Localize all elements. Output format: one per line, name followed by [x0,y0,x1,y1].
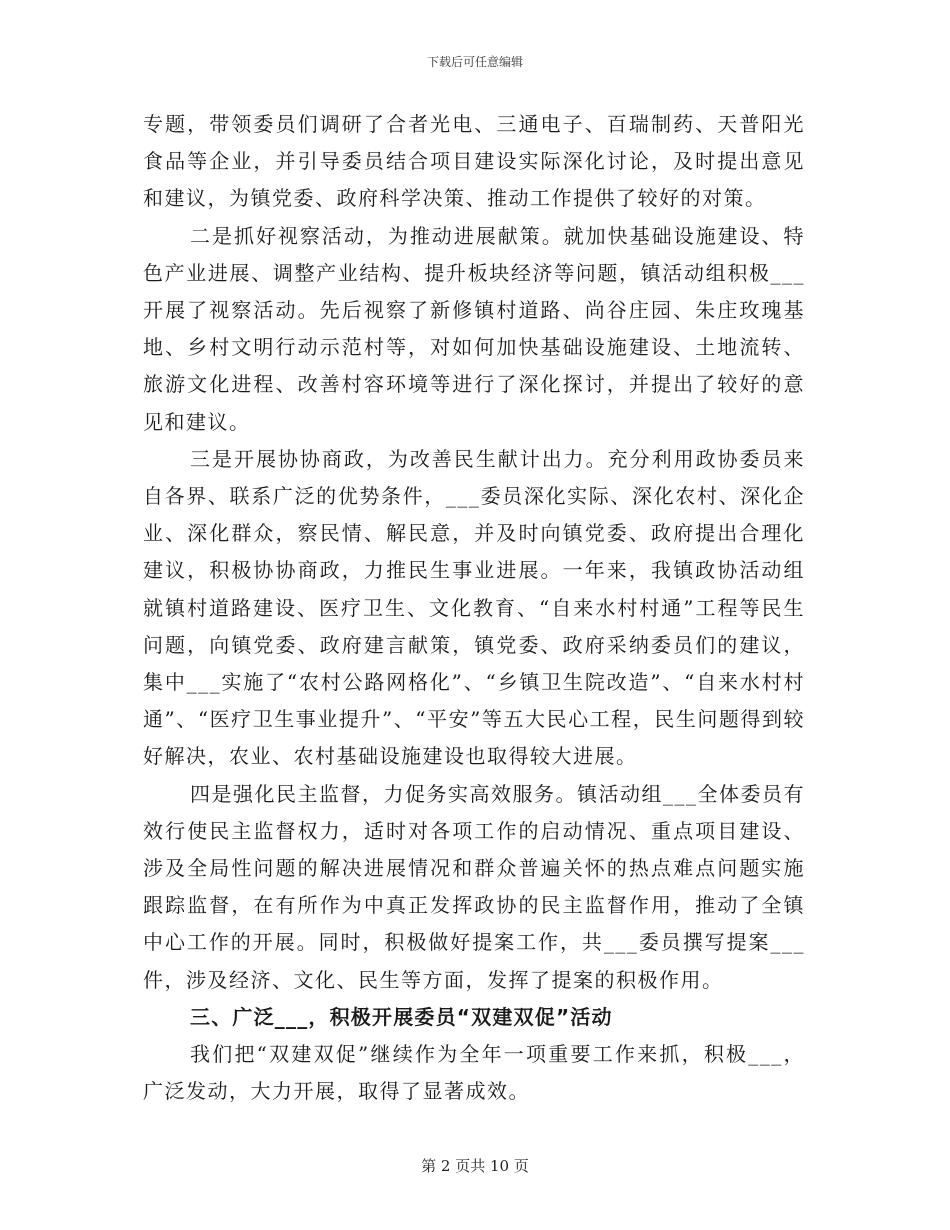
page-footer: 第 2 页共 10 页 [421,1157,529,1175]
section-heading: 三、广泛___，积极开展委员“双建双促”活动 [190,1004,613,1029]
paragraph-activity: 我们把“双建双促”继续作为全年一项重要工作来抓，积极___，广泛发动，大力开展，取得了显著成效。 [143,1042,805,1104]
page-header-note: 下载后可任意编辑 [426,55,523,69]
paragraph-continuation: 专题，带领委员们调研了合者光电、三通电子、百瑞制药、天普阳光食品等企业，并引导委员结合项目建设实际深化讨论，及时提出意见和建议，为镇党委、政府科学决策、推动工作提供了较好的对策。 [143,112,805,211]
paragraph-inspection: 二是抓好视察活动，为推动进展献策。就加快基础设施建设、特色产业进展、调整产业结构、提升板块经济等问题，镇活动组积极___开展了视察活动。先后视察了新修镇村道路、尚谷庄园、朱庄玫瑰基地、乡村文明行动示范村等，对如何加快基础设施建设、土地流转、旅游文化进程、改善村容环境等进行了深化探讨，并提出了较好的意见和建议。 [143,223,805,434]
paragraph-consultation: 三是开展协协商政，为改善民生献计出力。充分利用政协委员来自各界、联系广泛的优势条件，___委员深化实际、深化农村、深化企业、深化群众，察民情、解民意，并及时向镇党委、政府提出合理化建议，积极协协商政，力推民生事业进展。一年来，我镇政协活动组就镇村道路建设、医疗卫生、文化教育、“自来水村村通”工程等民生问题，向镇党委、政府建言献策，镇党委、政府采纳委员们的建议，集中___实施了“农村公路网格化”、“乡镇卫生院改造”、“自来水村村通”、“医疗卫生事业提升”、“平安”等五大民心工程，民生问题得到较好解决，农业、农村基础设施建设也取得较大进展。 [143,446,805,769]
paragraph-supervision: 四是强化民主监督，力促务实高效服务。镇活动组___全体委员有效行使民主监督权力，适时对各项工作的启动情况、重点项目建设、涉及全局性问题的解决进展情况和群众普遍关怀的热点难点问题实施跟踪监督，在有所作为中真正发挥政协的民主监督作用，推动了全镇中心工作的开展。同时，积极做好提案工作，共___委员撰写提案___件，涉及经济、文化、民生等方面，发挥了提案的积极作用。 [143,781,805,992]
document-body [143,106,805,1110]
